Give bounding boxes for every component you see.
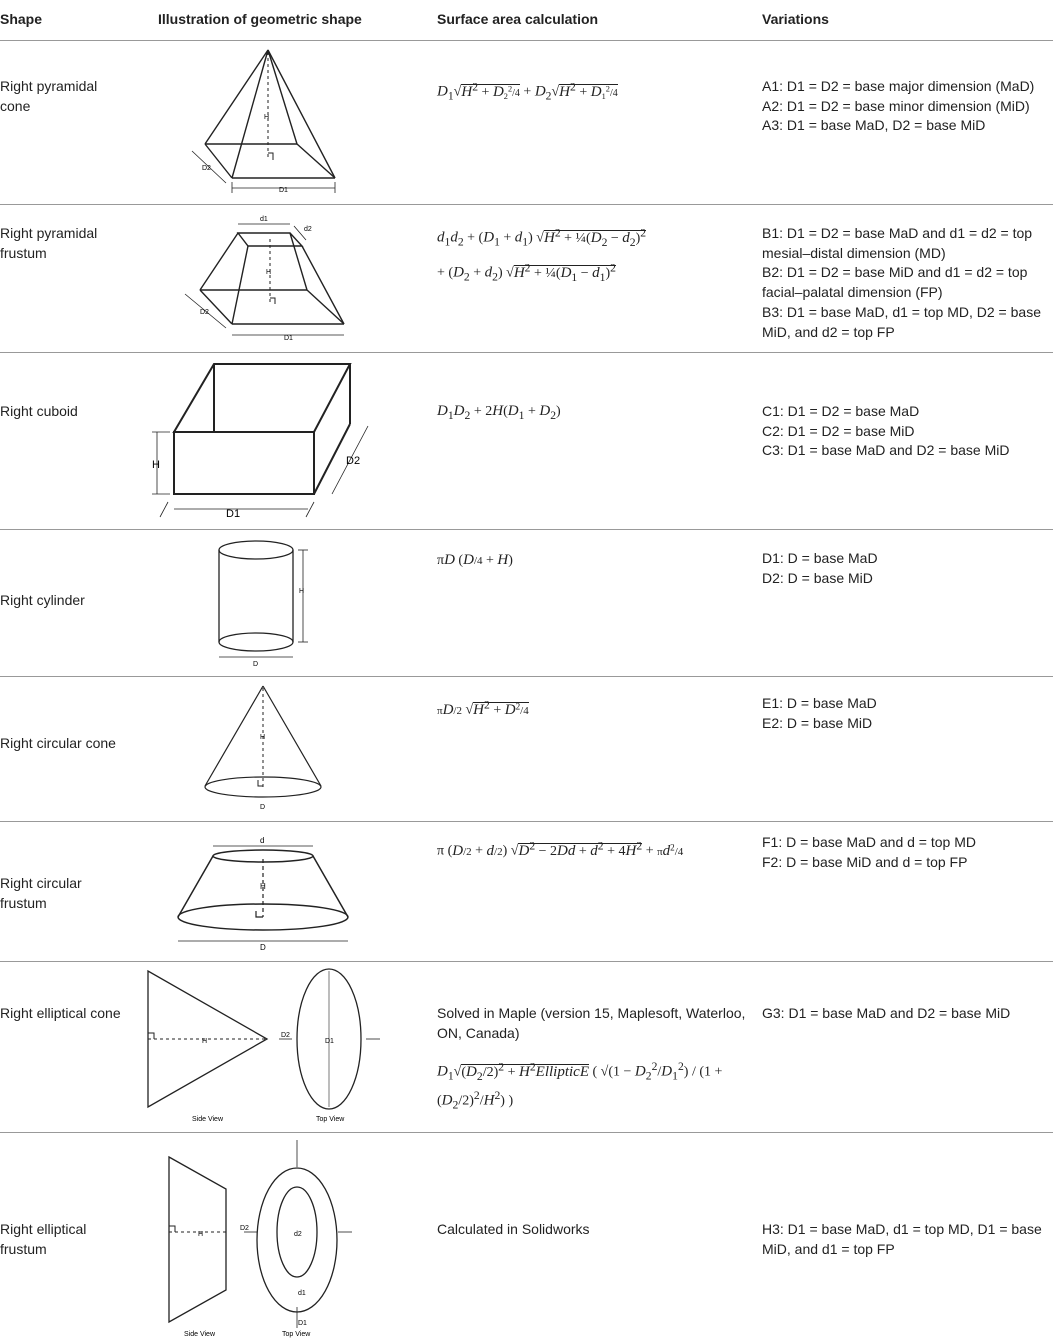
label-h: H <box>260 734 266 741</box>
shape-name: Right pyramidal frustum <box>0 225 98 261</box>
formula-elliptical-frustum: Calculated in Solidworks <box>437 1221 590 1237</box>
formula-pyramid-frustum: $d_1d_2 + (D_1 + d_1) √H^2$ + $\frac{1}{4}(D_2 - d_2)^2$ + $(D_2 + d_2) √H^2$ + $\frac{1}{4}(D_1 - d_1)^2$ <box>437 226 647 284</box>
label-d1: D1 <box>325 1038 334 1045</box>
formula-expression: $D_1√(D_2/2)^2$ + $H^2EllipticE$ ( $√(1 - D_2^2/D_1^2) / (1 + (D_2/2)^2/H^2)$ ) <box>437 1060 723 1112</box>
shape-name: Right circular cone <box>0 735 116 751</box>
shape-name: Right circular frustum <box>0 875 82 911</box>
cuboid-illustration <box>132 352 422 529</box>
table-row <box>0 40 1053 205</box>
variation-item: A1: D1 = D2 = base major dimension (MaD) <box>762 78 1035 94</box>
table-row <box>0 204 1053 353</box>
variations-pyramid-frustum <box>762 224 1052 342</box>
label-top-view: Top View <box>282 1331 311 1338</box>
label-h: H <box>260 882 266 891</box>
label-d2-inner: d2 <box>294 1231 302 1238</box>
label-d2: D2 <box>202 165 211 172</box>
label-top-view: Top View <box>316 1116 345 1123</box>
label-h: H <box>299 588 305 595</box>
variations-cylinder <box>762 549 1052 588</box>
variation-item: B2: D1 = D2 = base MiD and d1 = d2 = top facial–palatal dimension (FP) <box>762 264 1028 301</box>
label-d: D <box>260 804 266 811</box>
label-d1: D1 <box>298 1320 307 1327</box>
variation-item: A2: D1 = D2 = base minor dimension (MiD) <box>762 97 1030 114</box>
variations-circular-frustum <box>762 833 1052 872</box>
label-d: D <box>260 943 266 952</box>
header-surface-area: Surface area calculation <box>437 11 599 27</box>
label-d1-inner: d1 <box>298 1290 306 1297</box>
variation-item: C1: D1 = D2 = base MaD <box>762 403 920 419</box>
formula-cylinder: πD (D/4 + H) <box>437 552 513 568</box>
variation-item: F2: D = base MiD and d = top FP <box>762 853 968 870</box>
shape-name: Right cylinder <box>0 592 85 608</box>
label-h: H <box>152 459 160 471</box>
shape-name: Right pyramidal cone <box>0 78 98 114</box>
label-d1: D1 <box>279 187 288 194</box>
label-h: H <box>198 1231 204 1238</box>
formula-circular-frustum: π (D/2 + d/2) $√D^2 - 2Dd + d^2 + 4H^2 + \pi d^2/4$ <box>437 839 684 859</box>
table-row <box>0 1132 1053 1338</box>
shape-name: Right elliptical cone <box>0 1005 121 1021</box>
variation-item: D1: D = base MaD <box>762 550 878 566</box>
variations-cuboid <box>762 402 1052 461</box>
variation-item: E1: D = base MaD <box>762 695 877 711</box>
circular-frustum-illustration <box>132 821 422 961</box>
variations-cone <box>762 694 1052 733</box>
formula-elliptical-cone <box>437 1004 747 1115</box>
variation-item: F1: D = base MaD and d = top MD <box>762 834 976 850</box>
formula-cuboid: $D_1D_2 + 2H(D_1 + D_2)$ <box>437 403 561 422</box>
variation-item: H3: D1 = base MaD, d1 = top MD, D1 = base MiD, and d1 = top FP <box>762 1221 1042 1257</box>
elliptical-cone-illustration <box>132 961 422 1132</box>
variation-item: E2: D = base MiD <box>762 714 873 731</box>
formula-pyramid: $D_1√H^2 + D_2^2/4 + D_2√H^2 + D_1^2/4$ <box>437 80 618 103</box>
label-d1-top: d1 <box>260 216 268 223</box>
label-side-view: Side View <box>184 1331 216 1338</box>
label-d2: D2 <box>240 1225 249 1232</box>
header-illustration: Illustration of geometric shape <box>158 11 362 27</box>
table-row <box>0 676 1053 822</box>
label-d2: D2 <box>346 455 361 467</box>
variations-elliptical-cone <box>762 1004 1052 1024</box>
variation-item: C3: D1 = base MaD and D2 = base MiD <box>762 442 1010 459</box>
variations-elliptical-frustum <box>762 1220 1052 1259</box>
cone-illustration <box>132 676 422 821</box>
shape-name: Right elliptical frustum <box>0 1221 87 1257</box>
table-row <box>0 529 1053 677</box>
shape-name: Right cuboid <box>0 403 78 419</box>
label-d-top: d <box>260 836 265 845</box>
label-h: H <box>202 1038 208 1045</box>
pyramid-illustration <box>132 40 422 204</box>
table-header <box>0 0 1053 41</box>
label-side-view: Side View <box>192 1116 224 1123</box>
table-row <box>0 352 1053 530</box>
pyramid-frustum-illustration <box>132 204 422 352</box>
header-shape: Shape <box>0 11 43 27</box>
label-h: H <box>264 114 270 121</box>
variation-item: A3: D1 = base MaD, D2 = base MiD <box>762 117 986 134</box>
label-d2: D2 <box>200 309 209 316</box>
elliptical-frustum-illustration <box>132 1132 422 1338</box>
formula-note: Solved in Maple (version 15, Maplesoft, Waterloo, ON, Canada) <box>437 1005 746 1041</box>
cylinder-illustration <box>132 529 422 676</box>
variations-pyramid <box>762 77 1052 136</box>
variation-item: G3: D1 = base MaD and D2 = base MiD <box>762 1005 1011 1021</box>
variation-item: B3: D1 = base MaD, d1 = top MD, D2 = base MiD, and d2 = top FP <box>762 303 1041 340</box>
formula-cone: πD/2 $√H^2 + D^2/4$ <box>437 698 529 718</box>
label-h: H <box>266 269 272 276</box>
variation-item: C2: D1 = D2 = base MiD <box>762 422 915 439</box>
variation-item: B1: D1 = D2 = base MaD and d1 = d2 = top mesial–distal dimension (MD) <box>762 225 1033 261</box>
label-d2-top: d2 <box>304 226 312 233</box>
table-row <box>0 821 1053 962</box>
table-row <box>0 961 1053 1133</box>
label-d1: D1 <box>226 508 241 520</box>
label-d2: D2 <box>281 1032 290 1039</box>
label-d1: D1 <box>284 335 293 342</box>
header-variations: Variations <box>762 11 829 27</box>
label-d: D <box>253 661 259 668</box>
variation-item: D2: D = base MiD <box>762 569 873 586</box>
